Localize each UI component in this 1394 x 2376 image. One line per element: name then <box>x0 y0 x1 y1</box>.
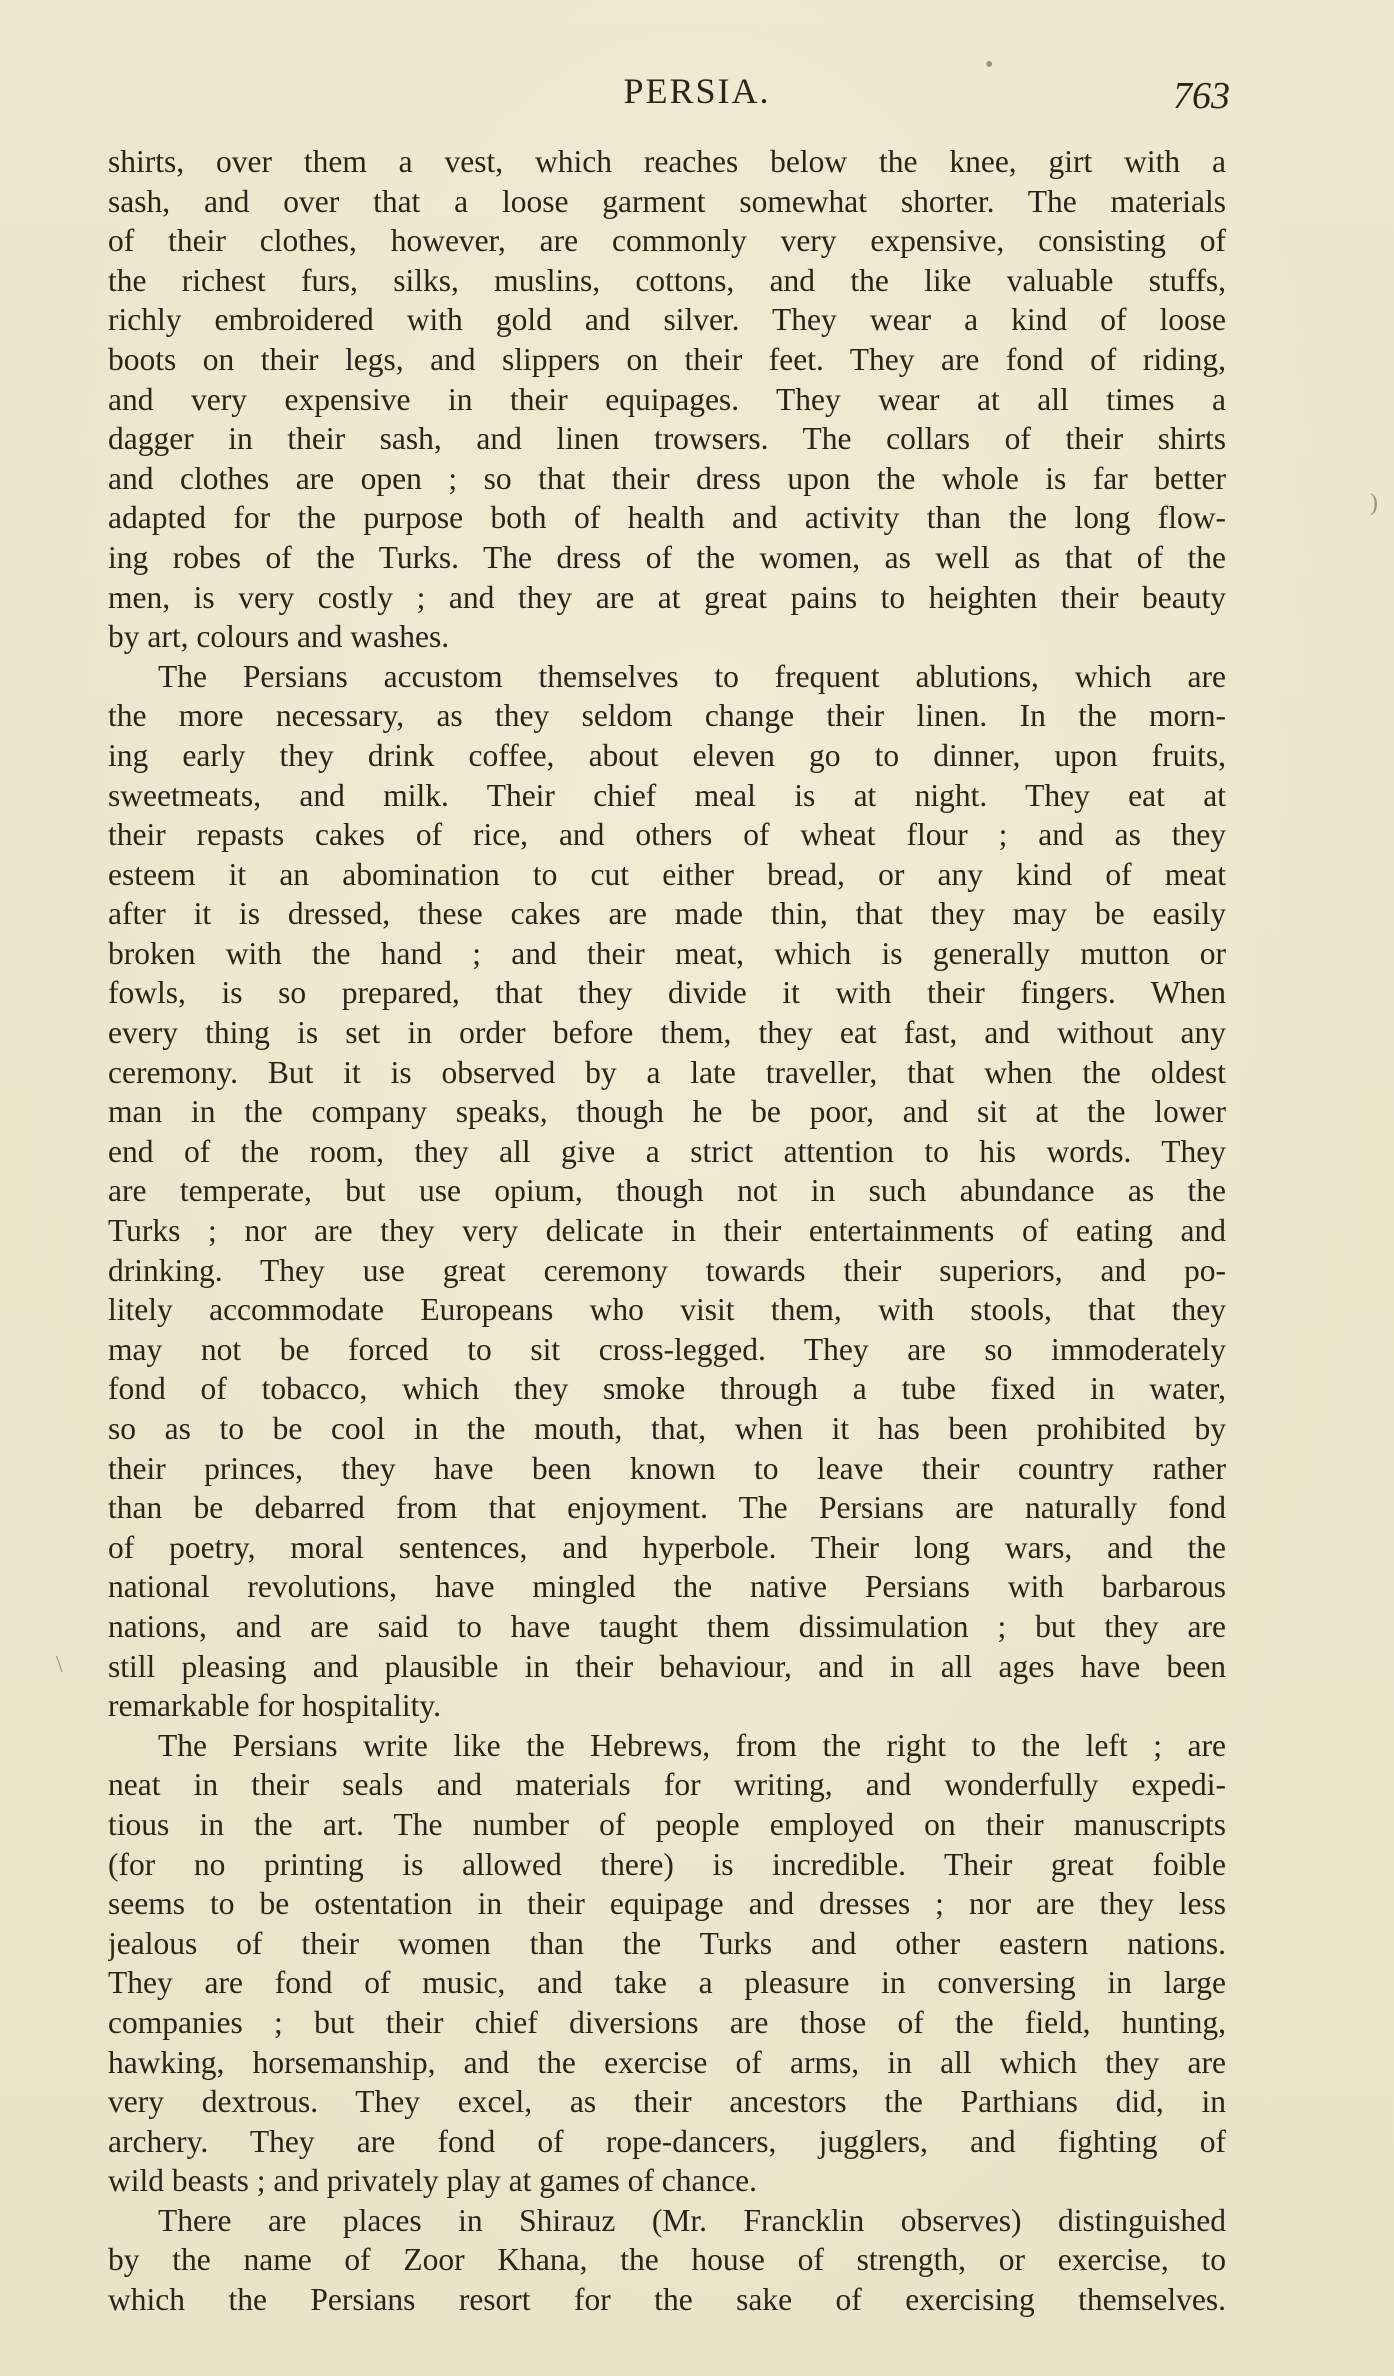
text-line: their repasts cakes of rice, and others of wheat flour ; and as they <box>108 817 1226 853</box>
text-line: man in the company speaks, though he be poor, and sit at the lower <box>108 1094 1226 1130</box>
running-head <box>0 62 1394 122</box>
text-line: seems to be ostentation in their equipage and dresses ; nor are they less <box>108 1886 1226 1922</box>
text-line: their princes, they have been known to leave their country rather <box>108 1450 1226 1486</box>
text-line: of poetry, moral sentences, and hyperbole. Their long wars, and the <box>108 1529 1226 1565</box>
text-line: are temperate, but use opium, though not in such abundance as the <box>108 1173 1226 1209</box>
margin-speck: • <box>985 52 994 78</box>
text-line: hawking, horsemanship, and the exercise of arms, in all which they are <box>108 2044 1226 2080</box>
text-line: broken with the hand ; and their meat, which is generally mutton or <box>108 935 1226 971</box>
text-line: than be debarred from that enjoyment. The Persians are naturally fond <box>108 1490 1226 1526</box>
text-line: of their clothes, however, are commonly very expensive, consisting of <box>108 223 1226 259</box>
text-line: Turks ; nor are they very delicate in their entertainments of eating and <box>108 1213 1226 1249</box>
text-line: and clothes are open ; so that their dress upon the whole is far better <box>108 460 1226 496</box>
text-line: companies ; but their chief diversions are those of the field, hunting, <box>108 2004 1226 2040</box>
text-line: richly embroidered with gold and silver. They wear a kind of loose <box>108 302 1226 338</box>
text-line: ing robes of the Turks. The dress of the women, as well as that of the <box>108 539 1226 575</box>
text-line: nations, and are said to have taught them dissimulation ; but they are <box>108 1608 1226 1644</box>
text-line: may not be forced to sit cross-legged. They are so immoderately <box>108 1331 1226 1367</box>
text-line: dagger in their sash, and linen trowsers. The collars of their shirts <box>108 421 1226 457</box>
text-line: esteem it an abomination to cut either bread, or any kind of meat <box>108 856 1226 892</box>
text-line: archery. They are fond of rope-dancers, jugglers, and fighting of <box>108 2123 1226 2159</box>
text-line: tious in the art. The number of people employed on their manuscripts <box>108 1806 1226 1842</box>
text-line: which the Persians resort for the sake of exercising themselves. <box>108 2282 1226 2318</box>
text-line: men, is very costly ; and they are at great pains to heighten their beauty <box>108 579 1226 615</box>
text-line: end of the room, they all give a strict attention to his words. They <box>108 1133 1226 1169</box>
text-line: national revolutions, have mingled the native Persians with barbarous <box>108 1569 1226 1605</box>
text-line: drinking. They use great ceremony towards their superiors, and po- <box>108 1252 1226 1288</box>
text-line: remarkable for hospitality. <box>108 1688 441 1724</box>
text-line: so as to be cool in the mouth, that, when it has been prohibited by <box>108 1411 1226 1446</box>
margin-speck: ) <box>1370 490 1378 516</box>
body-text <box>108 142 1226 2320</box>
paragraph-start-line: The Persians write like the Hebrews, from the right to the left ; are <box>158 1727 1226 1763</box>
paragraph-start-line: There are places in Shirauz (Mr. Francklin observes) distinguished <box>158 2202 1226 2238</box>
text-line: wild beasts ; and privately play at games of chance. <box>108 2163 758 2199</box>
text-line: They are fond of music, and take a pleasure in conversing in large <box>108 1965 1226 2001</box>
text-line: shirts, over them a vest, which reaches below the knee, girt with a <box>108 144 1226 179</box>
text-line: fond of tobacco, which they smoke through a tube fixed in water, <box>108 1371 1226 1407</box>
text-line: litely accommodate Europeans who visit them, with stools, that they <box>108 1292 1226 1328</box>
text-line: neat in their seals and materials for writing, and wonderfully expedi- <box>108 1767 1226 1803</box>
margin-speck: \ <box>56 1652 63 1678</box>
text-line: by the name of Zoor Khana, the house of strength, or exercise, to <box>108 2242 1226 2278</box>
text-line: fowls, is so prepared, that they divide it with their fingers. When <box>108 975 1226 1011</box>
text-line: after it is dressed, these cakes are made thin, that they may be easily <box>108 896 1226 932</box>
text-line: the more necessary, as they seldom change their linen. In the morn- <box>108 698 1226 734</box>
text-line: (for no printing is allowed there) is incredible. Their great foible <box>108 1846 1226 1882</box>
text-line: the richest furs, silks, muslins, cottons, and the like valuable stuffs, <box>108 262 1226 298</box>
text-line: jealous of their women than the Turks and other eastern nations. <box>108 1925 1226 1961</box>
text-line: every thing is set in order before them, they eat fast, and without any <box>108 1015 1226 1051</box>
paragraph-start-line: The Persians accustom themselves to frequent ablutions, which are <box>158 658 1226 694</box>
text-line: by art, colours and washes. <box>108 619 450 655</box>
text-line: boots on their legs, and slippers on their feet. They are fond of riding, <box>108 341 1226 377</box>
text-line: sweetmeats, and milk. Their chief meal is at night. They eat at <box>108 777 1226 813</box>
text-line: adapted for the purpose both of health and activity than the long flow- <box>108 500 1226 536</box>
text-line: still pleasing and plausible in their behaviour, and in all ages have been <box>108 1648 1226 1684</box>
text-line: ing early they drink coffee, about eleven go to dinner, upon fruits, <box>108 737 1226 773</box>
running-title: PERSIA. <box>623 71 771 111</box>
text-line: very dextrous. They excel, as their ancestors the Parthians did, in <box>108 2084 1226 2120</box>
page-number: 763 <box>1173 75 1230 117</box>
text-line: sash, and over that a loose garment somewhat shorter. The materials <box>108 183 1226 219</box>
text-line: ceremony. But it is observed by a late traveller, that when the oldest <box>108 1054 1226 1090</box>
text-line: and very expensive in their equipages. They wear at all times a <box>108 381 1226 417</box>
